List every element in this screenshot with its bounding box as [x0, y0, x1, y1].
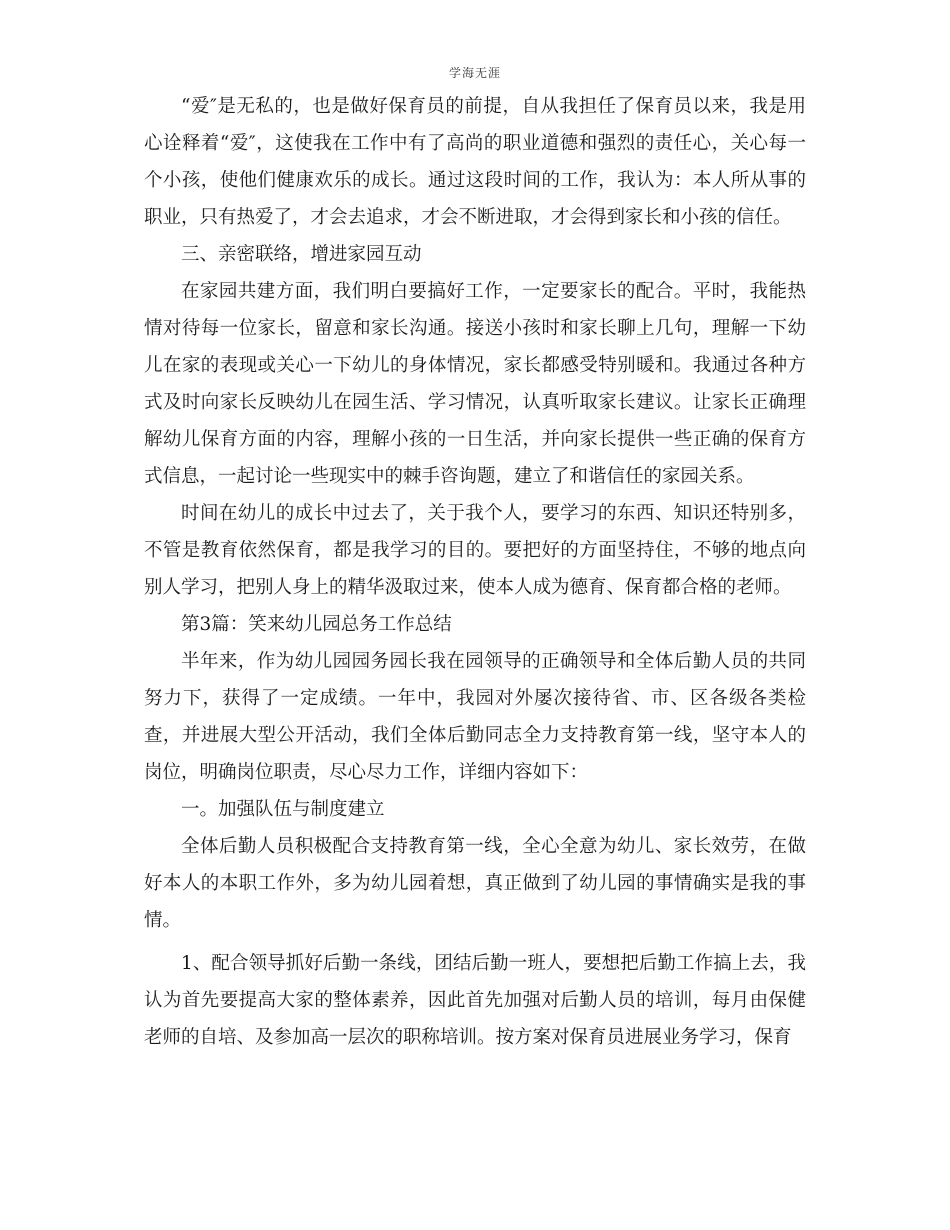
- paragraph-logistics: 全体后勤人员积极配合支持教育第一线，全心全意为幼儿、家长效劳，在做好本人的本职工作外，多为幼儿园着想，真正做到了幼儿园的事情确实是我的事情。: [144, 836, 806, 931]
- paragraph-item-1: 1、配合领导抓好后勤一条线，团结后勤一班人，要想把后勤工作搞上去，我认为首先要提高大家的整体素养，因此首先加强对后勤人员的培训，每月由保健老师的自培、及参加高一层次的职称培训。按方案对保育员进展业务学习，保育: [144, 953, 806, 1048]
- paragraph-half-year: 半年来，作为幼儿园园务园长我在园领导的正确领导和全体后勤人员的共同努力下，获得了一定成绩。一年中，我园对外屡次接待省、市、区各级各类检查，并进展大型公开活动，我们全体后勤同志全力支持教育第一线，坚守本人的岗位，明确岗位职责，尽心尽力工作，详细内容如下：: [144, 651, 806, 783]
- section-heading-team: 一。加强队伍与制度建立: [181, 799, 385, 820]
- paragraph-love: “爱″是无私的，也是做好保育员的前提，自从我担任了保育员以来，我是用心诠释着“爱″，这使我在工作中有了高尚的职业道德和强烈的责任心，关心每一个小孩，使他们健康欢乐的成长。通过这段时间的工作，我认为：本人所从事的职业，只有热爱了，才会去追求，才会不断进取，才会得到家长和小孩的信任。: [144, 96, 806, 228]
- page-header: 学海无涯: [448, 66, 501, 80]
- article-title: 第3篇：笑来幼儿园总务工作总结: [181, 614, 452, 635]
- section-heading-home-school: 三、亲密联络，增进家园互动: [181, 244, 422, 265]
- paragraph-home-school: 在家园共建方面，我们明白要搞好工作，一定要家长的配合。平时，我能热情对待每一位家长，留意和家长沟通。接送小孩时和家长聊上几句，理解一下幼儿在家的表现或关心一下幼儿的身体情况，家长都感受特别暖和。我通过各种方式及时向家长反映幼儿在园生活、学习情况，认真听取家长建议。让家长正确理解幼儿保育方面的内容，理解小孩的一日生活，并向家长提供一些正确的保育方式信息，一起讨论一些现实中的棘手咨询题，建立了和谐信任的家园关系。: [144, 281, 806, 487]
- paragraph-personal-growth: 时间在幼儿的成长中过去了，关于我个人，要学习的东西、知识还特别多，不管是教育依然保育，都是我学习的目的。要把好的方面坚持住，不够的地点向别人学习，把别人身上的精华汲取过来，使本人成为德育、保育都合格的老师。: [144, 503, 806, 598]
- document-body: [144, 88, 806, 1056]
